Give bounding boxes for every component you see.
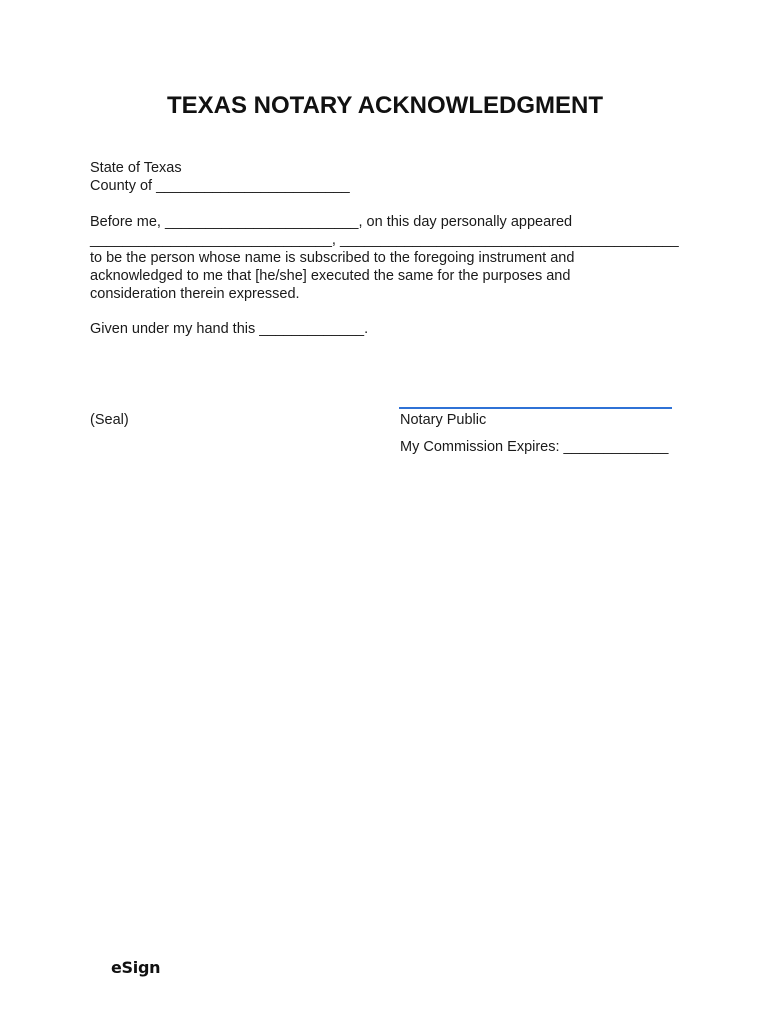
commission-expires-line[interactable]: My Commission Expires: _____________ [400, 439, 669, 455]
notary-signature-line[interactable] [399, 407, 672, 409]
body-text-line-1: to be the person whose name is subscribed to the foregoing instrument and [90, 250, 575, 266]
seal-label: (Seal) [90, 412, 129, 428]
before-me-line[interactable]: Before me, ________________________, on this day personally appeared [90, 214, 573, 230]
given-under-hand-line[interactable]: Given under my hand this _____________. [90, 321, 369, 337]
notary-public-label: Notary Public [400, 412, 487, 428]
document-title: TEXAS NOTARY ACKNOWLEDGMENT [167, 92, 603, 119]
body-text-line-2: acknowledged to me that [he/she] executed the same for the purposes and [90, 268, 571, 284]
county-line[interactable]: County of ________________________ [90, 178, 350, 194]
state-line: State of Texas [90, 160, 182, 176]
body-text-line-3: consideration therein expressed. [90, 286, 300, 302]
esign-logo: eSign [111, 958, 161, 977]
appeared-names-line[interactable]: ______________________________, __________________________________________ [90, 232, 679, 248]
